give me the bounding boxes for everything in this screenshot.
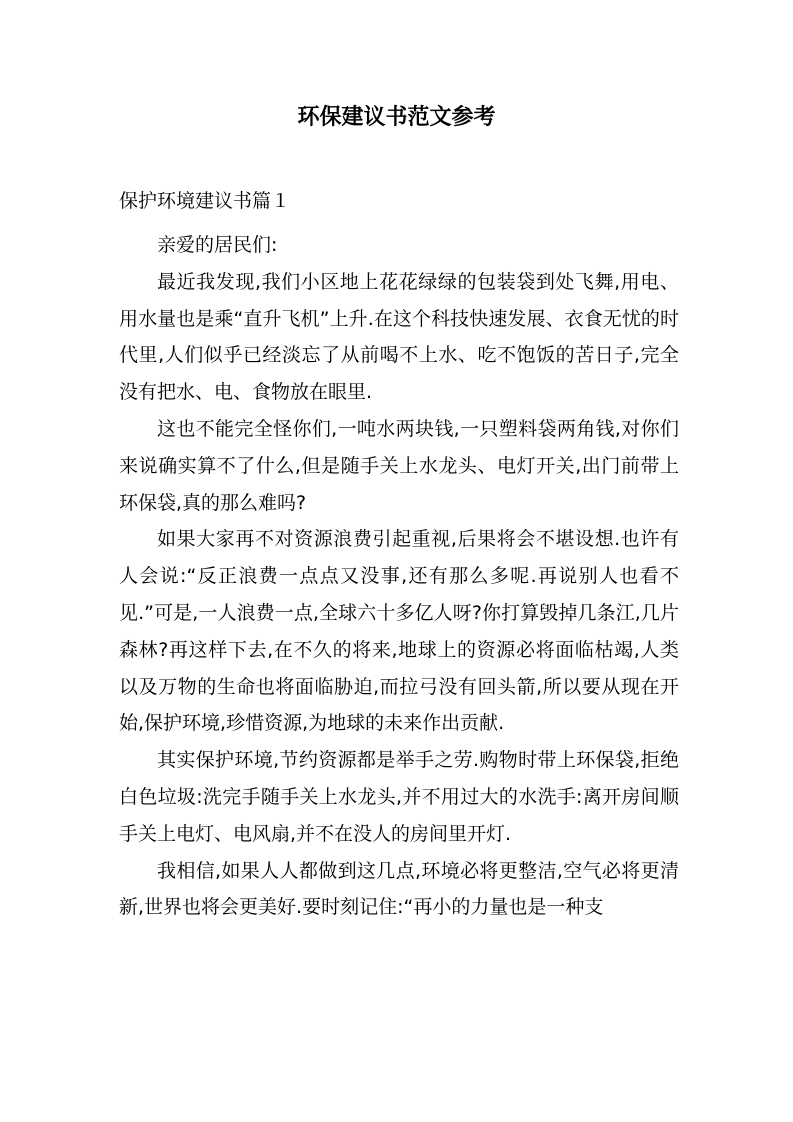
document-body xyxy=(119,227,679,926)
paragraph-greeting: 亲爱的居民们: xyxy=(157,234,278,256)
paragraph: 其实保护环境,节约资源都是举手之劳.购物时带上环保袋,拒绝白色垃圾:洗完手随手关上水龙头,并不用过大的水洗手:离开房间顺手关上电灯、电风扇,并不在没人的房间里开灯. xyxy=(119,749,679,845)
paragraph: 如果大家再不对资源浪费引起重视,后果将会不堪设想.也许有人会说:“反正浪费一点点又没事,还有那么多呢.再说别人也看不见.”可是,一人浪费一点,全球六十多亿人呀?你打算毁掉几条江,几片森林?再这样下去,在不久的将来,地球上的资源必将面临枯竭,人类以及万物的生命也将面临胁迫,而拉弓没有回头箭,所以要从现在开始,保护环境,珍惜资源,为地球的未来作出贡献. xyxy=(119,528,679,735)
paragraph: 我相信,如果人人都做到这几点,环境必将更整洁,空气必将更清新,世界也将会更美好.要时刻记住:“再小的力量也是一种支 xyxy=(119,859,679,919)
paragraph: 最近我发现,我们小区地上花花绿绿的包装袋到处飞舞,用电、用水量也是乘“直升飞机”上升.在这个科技快速发展、衣食无忧的时代里,人们似乎已经淡忘了从前喝不上水、吃不饱饭的苦日子,完全没有把水、电、食物放在眼里. xyxy=(119,270,679,404)
section-heading: 保护环境建议书篇１ xyxy=(119,190,291,212)
document-title: 环保建议书范文参考 xyxy=(297,105,496,130)
paragraph: 这也不能完全怪你们,一吨水两块钱,一只塑料袋两角钱,对你们来说确实算不了什么,但是随手关上水龙头、电灯开关,出门前带上环保袋,真的那么难吗? xyxy=(119,417,679,514)
